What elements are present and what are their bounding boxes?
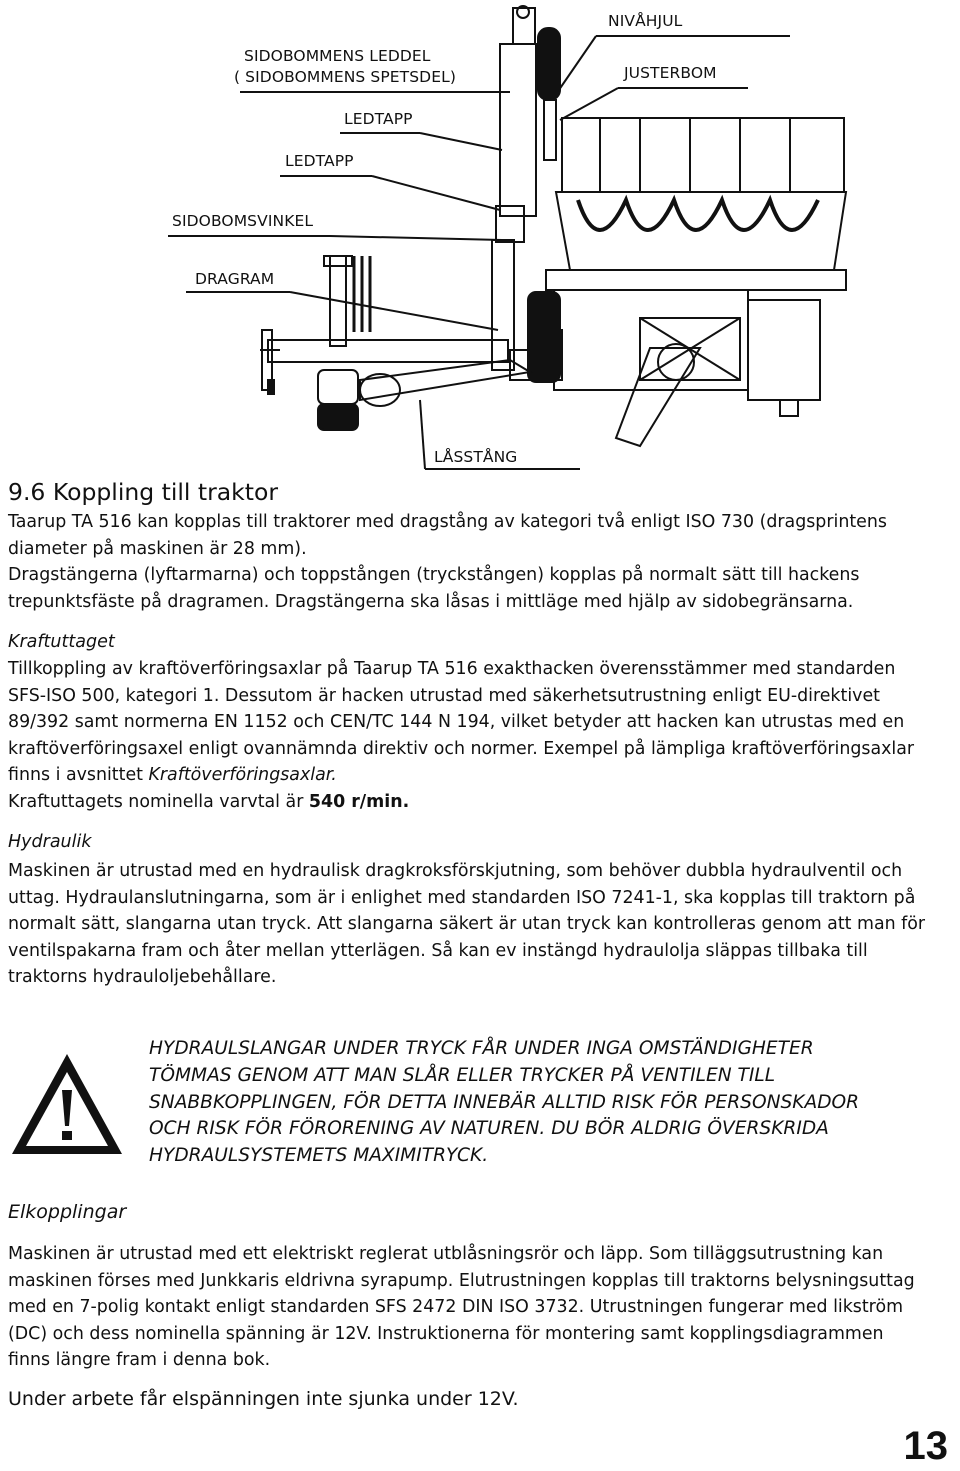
- intro-paragraph: [8, 509, 958, 615]
- section-title: 9.6 Koppling till traktor: [8, 478, 279, 506]
- pto-speed-value: 540 r/min.: [308, 791, 410, 812]
- text-line: Tillkoppling av kraftöverföringsaxlar på Taarup TA 516 exakthacken överensstämmer med standarden: [8, 659, 896, 679]
- text-line: Maskinen är utrustad med ett elektriskt reglerat utblåsningsrör och läpp. Som tilläggsutrustning kan: [8, 1244, 884, 1264]
- label-ledtapp-upper: LEDTAPP: [344, 110, 413, 128]
- text-line: ventilspakarna fram och åter mellan ytterlägen. Så kan ev instängd hydraulolja släppas tillbaka till: [8, 940, 868, 961]
- text-line: normalt sätt, slangarna utan tryck. Att slangarna säkert är utan tryck kan kontrolleras genom att man för: [8, 914, 926, 935]
- label-sidobommens-leddel: SIDOBOMMENS LEDDEL: [244, 47, 431, 65]
- text-line: maskinen förses med Junkkaris eldrivna syrapump. Elutrustningen kopplas till traktorns belysningsuttag: [8, 1270, 915, 1291]
- warning-line: TÖMMAS GENOM ATT MAN SLÅR ELLER TRYCKER PÅ VENTILEN TILL: [149, 1064, 776, 1086]
- voltage-note: Under arbete får elspänningen inte sjunka under 12V.: [8, 1388, 519, 1410]
- text-line: diameter på maskinen är 28 mm).: [8, 538, 307, 559]
- warning-line: HYDRAULSLANGAR UNDER TRYCK FÅR UNDER INGA OMSTÄNDIGHETER: [149, 1038, 814, 1059]
- text-line: Dragstängerna (lyftarmarna) och toppstången (tryckstången) kopplas på normalt sätt till hackens: [8, 565, 860, 586]
- warning-text: [149, 1036, 959, 1170]
- text-line: SFS-ISO 500, kategori 1. Dessutom är hacken utrustad med säkerhetsutrustning enligt EU-direktivet: [8, 685, 880, 706]
- text-line: finns längre fram i denna bok.: [8, 1350, 271, 1371]
- text-line: Maskinen är utrustad med en hydraulisk dragkroksförskjutning, som behöver dubbla hydraulventil och: [8, 861, 903, 881]
- warning-line: SNABBKOPPLINGEN, FÖR DETTA INNEBÄR ALLTID RISK FÖR PERSONSKADOR: [149, 1091, 860, 1113]
- page-number: 13: [903, 1424, 948, 1468]
- text-line: kraftöverföringsaxel enligt ovannämnda direktiv och normer. Exempel på lämpliga kraftöverföringsaxlar: [8, 738, 915, 759]
- text-line: [8, 762, 958, 789]
- text-line: trepunktsfäste på dragramen. Dragstängerna ska låsas i mittläge med hjälp av sidobegränsarna.: [8, 591, 854, 612]
- text-line: Taarup TA 516 kan kopplas till traktorer med dragstång av kategori två enligt ISO 730 (dragsprintens: [8, 512, 887, 532]
- forage-harvester-drawing: [0, 0, 960, 470]
- label-justerbom: JUSTERBOM: [624, 64, 717, 82]
- heading-hydraulik: Hydraulik: [8, 832, 92, 852]
- text-line: traktorns hydrauloljebehållare.: [8, 967, 277, 988]
- hydraulik-paragraph: [8, 858, 958, 991]
- warning-line: OCH RISK FÖR FÖRORENING AV NATUREN. DU BÖR ALDRIG ÖVERSKRIDA: [149, 1118, 829, 1140]
- kraftuttaget-paragraph: [8, 656, 958, 816]
- heading-kraftuttaget: Kraftuttaget: [8, 632, 115, 652]
- text-line: med en 7-polig kontakt enligt standarden SFS 2472 DIN ISO 3732. Utrustningen fungerar med likström: [8, 1297, 904, 1318]
- text-line: 89/392 samt normerna EN 1152 och CEN/TC 144 N 194, vilket betyder att hacken kan utrustas med en: [8, 712, 905, 733]
- heading-elkopplingar: Elkopplingar: [8, 1201, 127, 1223]
- label-lasstang: LÅSSTÅNG: [434, 448, 518, 466]
- label-dragram: DRAGRAM: [195, 270, 275, 288]
- elkopplingar-paragraph: [8, 1241, 958, 1374]
- reference-kraftoverforingsaxlar: Kraftöverföringsaxlar.: [148, 765, 337, 786]
- text-line: uttag. Hydraulanslutningarna, som är i enlighet med standarden ISO 7241-1, ska kopplas till traktorn på: [8, 887, 916, 908]
- warning-triangle-icon: [8, 1050, 126, 1158]
- text-fragment: Kraftuttagets nominella varvtal är: [8, 791, 309, 812]
- text-line: (DC) och dess nominella spänning är 12V. Instruktionerna för montering samt kopplingsdiagrammen: [8, 1323, 884, 1344]
- label-sidobommens-spetsdel: ( SIDOBOMMENS SPETSDEL): [234, 68, 456, 86]
- label-sidobomsvinkel: SIDOBOMSVINKEL: [172, 212, 314, 230]
- text-line: [8, 789, 958, 816]
- label-nivahjul: NIVÅHJUL: [608, 12, 683, 30]
- label-ledtapp-lower: LEDTAPP: [285, 152, 354, 170]
- text-fragment: finns i avsnittet: [8, 765, 149, 786]
- warning-line: HYDRAULSYSTEMETS MAXIMITRYCK.: [149, 1145, 489, 1167]
